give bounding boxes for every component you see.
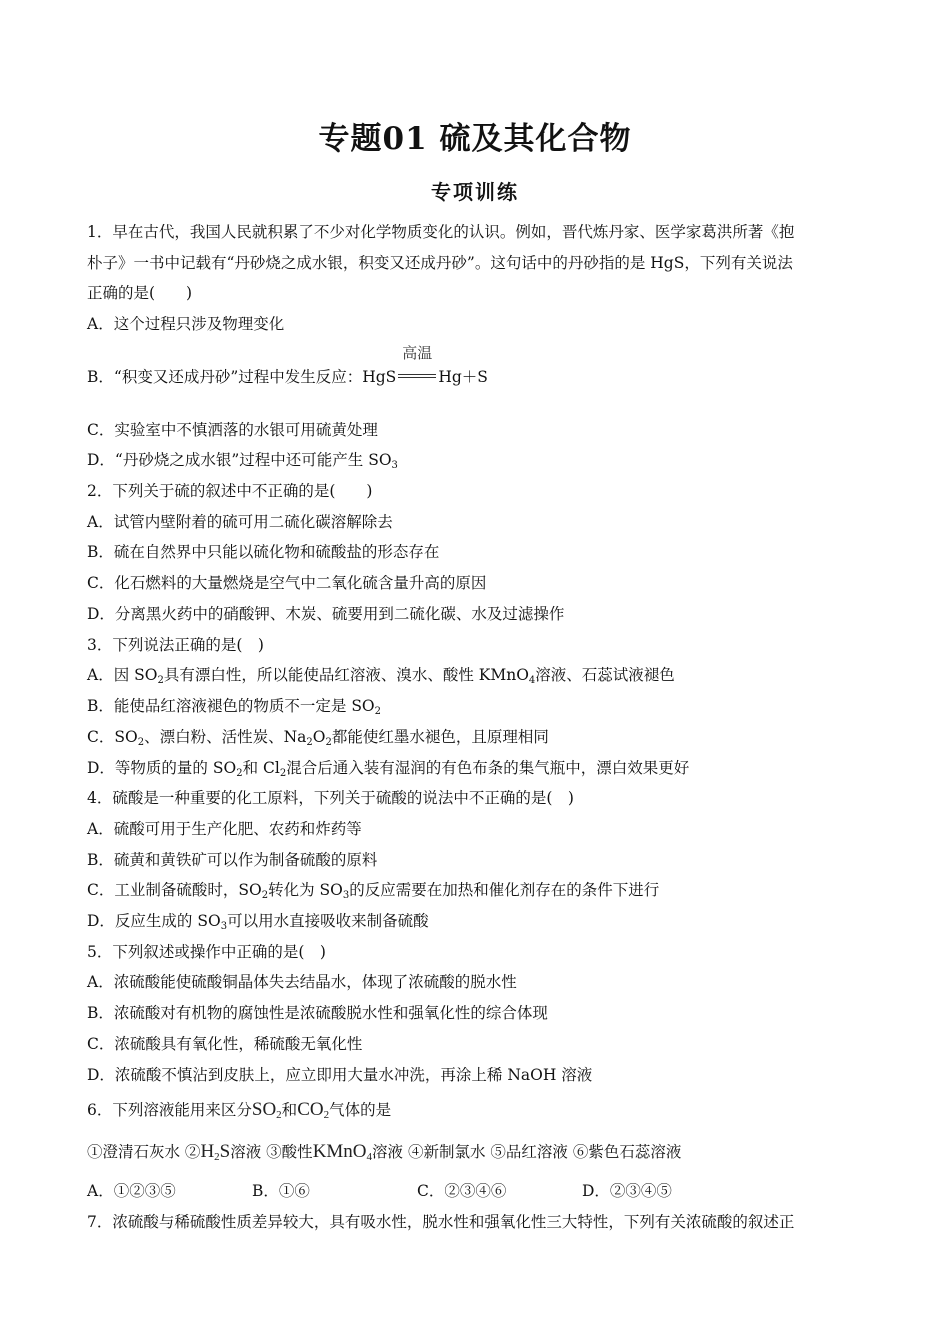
subscript: 2 — [325, 737, 332, 748]
q4-option-a: A．硫酸可用于生产化肥、农药和炸药等 — [87, 820, 362, 838]
subscript: 2 — [374, 706, 382, 717]
reaction-condition-label: 高温 — [402, 344, 433, 362]
page-subtitle: 专项训练 — [431, 180, 519, 204]
page-title: 专题01 硫及其化合物 — [318, 121, 632, 157]
formula-text: KMnO — [312, 1141, 367, 1162]
subscript: 2 — [279, 768, 287, 779]
text: D．反应生成的 SO — [87, 912, 221, 930]
q1-option-d — [87, 449, 877, 477]
text: 6．下列溶液能用来区分 — [87, 1101, 252, 1119]
text: 具有漂白性，所以能使品红溶液、溴水、酸性 KMnO — [163, 666, 529, 684]
text: D．等物质的量的 SO — [87, 759, 237, 777]
formula-co2 — [297, 1099, 329, 1120]
text: 都能使红墨水褪色，且原理相同 — [331, 728, 549, 746]
subscript: 4 — [366, 1151, 373, 1163]
q4-option-c — [87, 879, 877, 907]
text: 的反应需要在加热和催化剂存在的条件下进行 — [349, 881, 660, 899]
formula-kmno4 — [313, 1141, 372, 1162]
q2-option-a: A．试管内壁附着的硫可用二硫化碳溶解除去 — [87, 513, 393, 531]
q1-stem-line3: 正确的是( ) — [87, 284, 193, 302]
equation-bar — [398, 374, 436, 375]
text: B．能使品红溶液褪色的物质不一定是 SO — [87, 697, 375, 715]
q1-option-d-text: D．“丹砂烧之成水银”过程中还可能产生 SO — [87, 451, 392, 469]
q7-stem-line1: 7．浓硫酸与稀硫酸性质差异较大，具有吸水性，脱水性和强氧化性三大特性，下列有关浓硫酸的叙述正 — [87, 1213, 795, 1231]
formula-text: SO — [251, 1099, 277, 1120]
q3-stem: 3．下列说法正确的是( ) — [87, 636, 264, 654]
text: 转化为 SO — [268, 881, 343, 899]
q1-option-a: A．这个过程只涉及物理变化 — [87, 315, 285, 333]
q1-option-b-products: Hg＋S — [438, 368, 488, 386]
q5-option-b: B．浓硫酸对有机物的腐蚀性是浓硫酸脱水性和强氧化性的综合体现 — [87, 1004, 548, 1022]
subscript: 2 — [306, 737, 313, 748]
q4-stem: 4．硫酸是一种重要的化工原料，下列关于硫酸的说法中不正确的是( ) — [87, 789, 574, 807]
formula-text: CO — [297, 1099, 324, 1120]
q1-stem-line2: 朴子》一书中记载有“丹砂烧之成水银，积变又还成丹砂”。这句话中的丹砂指的是 HgS，下列有关说法 — [87, 254, 793, 272]
formula-h2s — [200, 1141, 230, 1162]
text: 溶液 ④新制氯水 ⑤品红溶液 ⑥紫色石蕊溶液 — [372, 1143, 682, 1161]
q6-stem — [87, 1099, 877, 1126]
q6-option-c: C．②③④⑥ — [417, 1182, 507, 1200]
q5-option-c: C．浓硫酸具有氧化性，稀硫酸无氧化性 — [87, 1035, 363, 1053]
q2-stem: 2．下列关于硫的叙述中不正确的是( ) — [87, 482, 373, 500]
text: C．SO — [87, 728, 138, 746]
formula-text: H — [200, 1141, 215, 1162]
reaction-condition — [396, 344, 438, 388]
q3-option-c — [87, 726, 877, 754]
q2-option-c: C．化石燃料的大量燃烧是空气中二氧化硫含量升高的原因 — [87, 574, 487, 592]
subscript: 2 — [261, 890, 269, 901]
text: 、漂白粉、活性炭、Na — [144, 728, 307, 746]
q6-items — [87, 1141, 877, 1168]
q3-option-a — [87, 664, 877, 692]
text: 混合后通入装有湿润的有色布条的集气瓶中，漂白效果更好 — [286, 759, 690, 777]
q1-option-c: C．实验室中不慎洒落的水银可用硫黄处理 — [87, 421, 378, 439]
q1-option-b-text: B．“积变又还成丹砂”过程中发生反应：HgS — [87, 368, 397, 386]
q2-option-b: B．硫在自然界中只能以硫化物和硫酸盐的形态存在 — [87, 543, 440, 561]
q1-option-b — [87, 344, 877, 388]
subscript: 2 — [236, 768, 243, 779]
equation-bar — [398, 377, 436, 378]
text: 和 — [281, 1101, 298, 1119]
q4-option-d — [87, 910, 877, 938]
text: ①澄清石灰水 ② — [87, 1143, 201, 1161]
subscript: 2 — [157, 675, 164, 686]
q6-option-d: D．②③④⑤ — [582, 1182, 672, 1200]
text: 溶液、石蕊试液褪色 — [535, 666, 675, 684]
q6-option-b: B．①⑥ — [252, 1182, 310, 1200]
subscript: 2 — [323, 1109, 330, 1121]
subscript: 4 — [528, 675, 536, 686]
q5-option-a: A．浓硫酸能使硫酸铜晶体失去结晶水，体现了浓硫酸的脱水性 — [87, 973, 517, 991]
q5-option-d: D．浓硫酸不慎沾到皮肤上，应立即用大量水冲洗，再涂上稀 NaOH 溶液 — [87, 1066, 593, 1084]
subscript: 3 — [342, 890, 350, 901]
subscript: 2 — [214, 1151, 220, 1163]
text: 和 Cl — [242, 759, 280, 777]
q5-stem: 5．下列叙述或操作中正确的是( ) — [87, 943, 326, 961]
q3-option-d — [87, 757, 877, 785]
subscript: 2 — [276, 1109, 282, 1121]
q4-option-b: B．硫黄和黄铁矿可以作为制备硫酸的原料 — [87, 851, 378, 869]
text: C．工业制备硫酸时，SO — [87, 881, 262, 899]
formula-so2 — [252, 1099, 282, 1120]
q3-option-b — [87, 695, 877, 723]
q2-option-d: D．分离黑火药中的硝酸钾、木炭、硫要用到二硫化碳、水及过滤操作 — [87, 605, 565, 623]
subscript: 3 — [391, 460, 398, 471]
formula-text: S — [219, 1141, 231, 1162]
text: A．因 SO — [87, 666, 158, 684]
q1-stem-line1: 1．早在古代，我国人民就积累了不少对化学物质变化的认识。例如，晋代炼丹家、医学家葛洪所著《抱 — [87, 223, 795, 241]
subscript: 3 — [220, 921, 228, 932]
text: O — [312, 728, 326, 746]
text: 可以用水直接吸收来制备硫酸 — [227, 912, 429, 930]
subscript: 2 — [137, 737, 145, 748]
text: 溶液 ③酸性 — [230, 1143, 313, 1161]
text: 气体的是 — [329, 1101, 392, 1119]
q6-option-a: A．①②③⑤ — [87, 1182, 176, 1200]
